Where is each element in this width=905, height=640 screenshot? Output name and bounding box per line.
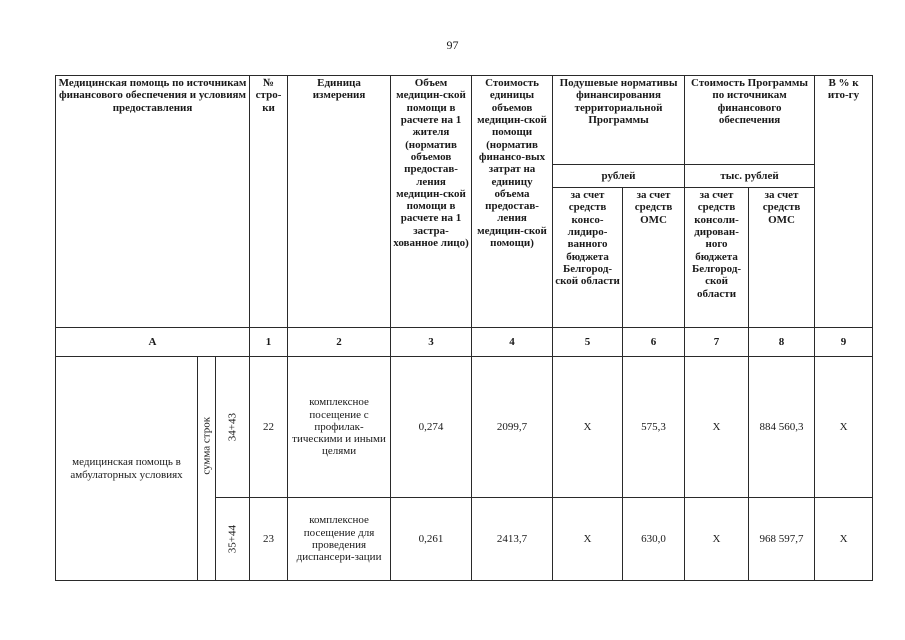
program-cost-table: [55, 75, 873, 581]
budget-program-cell: X: [685, 357, 749, 498]
oms-program-cell: 884 560,3: [749, 357, 815, 498]
percent-cell: X: [815, 498, 873, 581]
unit-cell: комплексное посещение с профилак-тическими и иными целями: [288, 357, 391, 498]
header-oms-per-capita: за счет средств ОМС: [623, 188, 685, 328]
index-a: А: [56, 328, 250, 357]
cost-cell: 2413,7: [472, 498, 553, 581]
index-1: 1: [250, 328, 288, 357]
index-3: 3: [391, 328, 472, 357]
cost-cell: 2099,7: [472, 357, 553, 498]
index-2: 2: [288, 328, 391, 357]
header-program-cost: Стоимость Программы по источникам финансового обеспечения: [685, 76, 815, 165]
header-consolidated-budget-program: за счет средств консоли-дирован-ного бюджета Белгород-ской области: [685, 188, 749, 328]
index-9: 9: [815, 328, 873, 357]
header-percent: В % к ито-гу: [815, 76, 873, 328]
header-volume: Объем медицин-ской помощи в расчете на 1 жителя (норматив объемов предостав-ления медицин-ской помощи в расчете на 1 застра-хованное лицо): [391, 76, 472, 328]
index-4: 4: [472, 328, 553, 357]
index-5: 5: [553, 328, 623, 357]
unit-cell: комплексное посещение для проведения диспансери-зации: [288, 498, 391, 581]
budget-per-capita-cell: X: [553, 357, 623, 498]
oms-program-cell: 968 597,7: [749, 498, 815, 581]
header-cost-unit: Стоимость единицы объемов медицин-ской помощи (норматив финансо-вых затрат на единицу объема предостав-ления медицин-ской помощи): [472, 76, 553, 328]
header-per-capita: Подушевые нормативы финансирования территориальной Программы: [553, 76, 685, 165]
percent-cell: X: [815, 357, 873, 498]
column-index-row: [56, 328, 873, 357]
header-thousand-rubles: тыс. рублей: [685, 165, 815, 188]
volume-cell: 0,261: [391, 498, 472, 581]
index-6: 6: [623, 328, 685, 357]
budget-per-capita-cell: X: [553, 498, 623, 581]
header-row-1: [56, 76, 873, 165]
sum-rows-cell: [216, 357, 250, 498]
header-rubles: рублей: [553, 165, 685, 188]
oms-per-capita-cell: 575,3: [623, 357, 685, 498]
sum-rows: 35+44: [226, 524, 239, 554]
group-label: медицинская помощь в амбулаторных условиях: [56, 357, 198, 581]
header-consolidated-budget-per-capita: за счет средств консо-лидиро-ванного бюджета Белгород-ской области: [553, 188, 623, 328]
oms-per-capita-cell: 630,0: [623, 498, 685, 581]
budget-program-cell: X: [685, 498, 749, 581]
header-oms-program: за счет средств ОМС: [749, 188, 815, 328]
row-number: 22: [250, 357, 288, 498]
sum-label-cell: [198, 357, 216, 581]
row-number: 23: [250, 498, 288, 581]
table-row: [56, 357, 873, 498]
sum-rows-cell: [216, 498, 250, 581]
sum-rows: 34+43: [226, 412, 239, 442]
index-7: 7: [685, 328, 749, 357]
header-unit: Единица измерения: [288, 76, 391, 328]
page-number: 97: [446, 38, 459, 52]
index-8: 8: [749, 328, 815, 357]
header-care: Медицинская помощь по источникам финансового обеспечения и условиям предоставления: [56, 76, 250, 328]
header-row-no: № стро-ки: [250, 76, 288, 328]
volume-cell: 0,274: [391, 357, 472, 498]
sum-label: сумма строк: [200, 417, 213, 475]
